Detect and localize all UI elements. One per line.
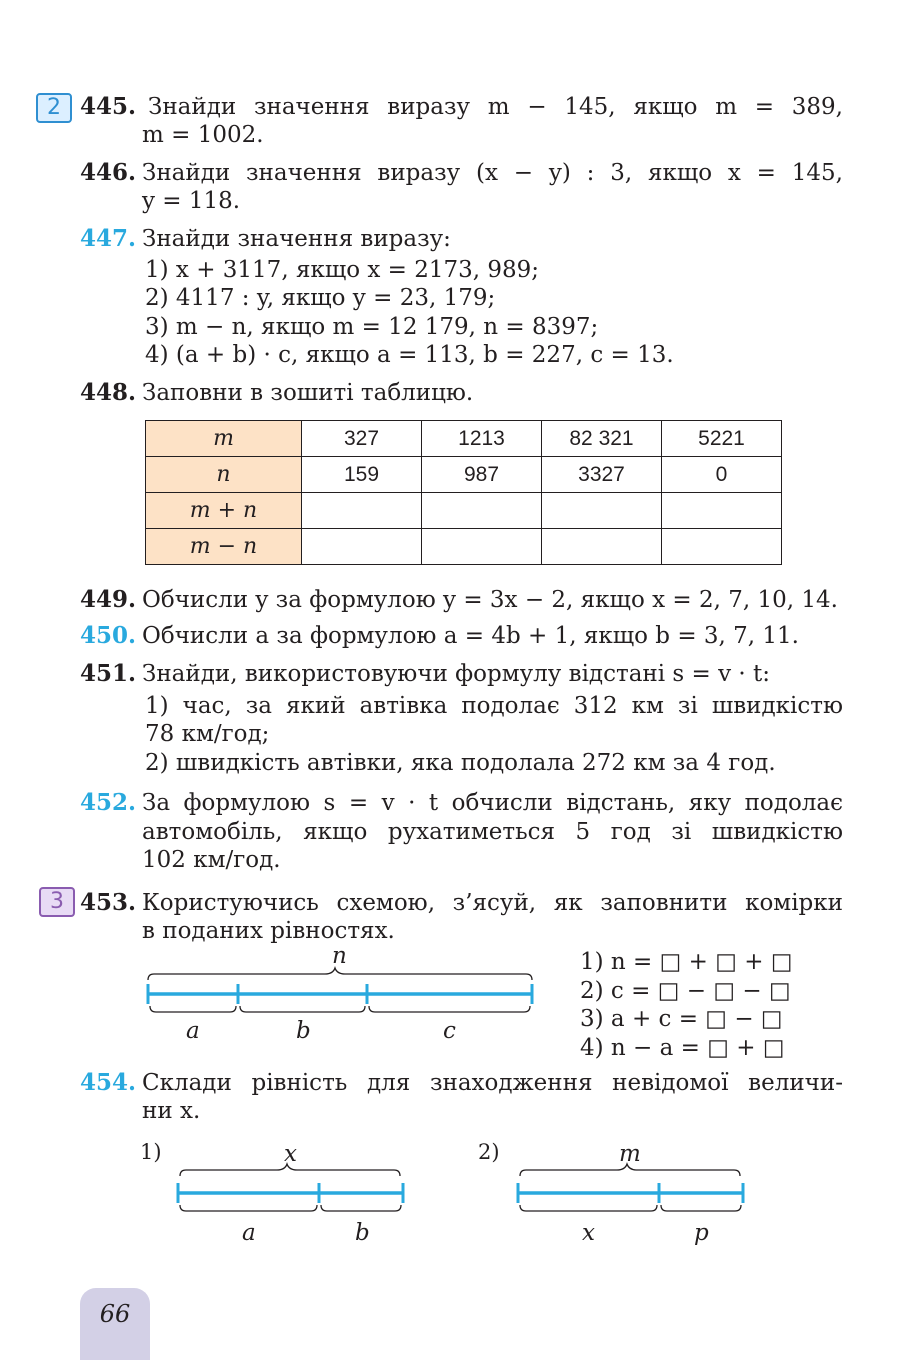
- table-cell: [302, 529, 422, 565]
- diagram-454-1-label-x: x: [284, 1141, 297, 1167]
- table-header-cell: m + n: [146, 493, 302, 529]
- problem-451-number: 451.: [80, 660, 137, 687]
- segment-diagram-454-1: [172, 1160, 412, 1220]
- table-cell: [542, 529, 662, 565]
- problem-446-line1: Знайди значення виразу (x − y) : 3, якщо x = 145,: [142, 160, 843, 186]
- level-3-badge: 3: [39, 887, 75, 917]
- diagram-453-label-n: n: [332, 943, 347, 969]
- table-cell: [662, 529, 782, 565]
- table-header-cell: n: [146, 457, 302, 493]
- diagram-454-2-label-p: p: [694, 1220, 709, 1246]
- problem-451-item1-line2: 78 км/год;: [145, 721, 270, 747]
- problem-453-line2: в поданих рівностях.: [142, 918, 395, 944]
- problem-450-number: 450.: [80, 622, 137, 649]
- values-table: [145, 420, 782, 565]
- table-cell: 82 321: [542, 421, 662, 457]
- diagram-454-2-label-x: x: [582, 1220, 595, 1246]
- table-cell: 5221: [662, 421, 782, 457]
- problem-447-item4: 4) (a + b) · c, якщо a = 113, b = 227, c = 13.: [145, 342, 674, 368]
- table-header-cell: m − n: [146, 529, 302, 565]
- table-cell: 3327: [542, 457, 662, 493]
- problem-452-line1: За формулою s = v · t обчисли відстань, яку подолає: [142, 790, 843, 816]
- table-cell: 0: [662, 457, 782, 493]
- table-header-cell: m: [146, 421, 302, 457]
- table-cell: [422, 529, 542, 565]
- problem-454-line2: ни x.: [142, 1098, 201, 1124]
- problem-452-number: 452.: [80, 789, 137, 816]
- table-cell: 159: [302, 457, 422, 493]
- table-cell: 327: [302, 421, 422, 457]
- problem-453-equation-4: 4) n − a = □ + □: [580, 1035, 785, 1061]
- problem-445-number: 445.: [80, 93, 137, 120]
- diagram-454-1-label-b: b: [355, 1220, 370, 1246]
- diagram-453-label-b: b: [296, 1018, 311, 1044]
- page-number-tab: [80, 1288, 150, 1360]
- problem-447-item3: 3) m − n, якщо m = 12 179, n = 8397;: [145, 314, 599, 340]
- problem-446-line2: y = 118.: [142, 188, 241, 214]
- page-number: 66: [99, 1300, 131, 1328]
- problem-451-item1-line1: 1) час, за який автівка подолає 312 км зі швидкістю: [145, 693, 843, 719]
- table-cell: [302, 493, 422, 529]
- table-row: [146, 493, 782, 529]
- problem-453-number: 453.: [80, 889, 137, 916]
- problem-454-number: 454.: [80, 1069, 137, 1096]
- table-row: [146, 421, 782, 457]
- table-cell: [542, 493, 662, 529]
- problem-453-equation-3: 3) a + c = □ − □: [580, 1006, 783, 1032]
- problem-446-number: 446.: [80, 159, 137, 186]
- level-2-badge: 2: [36, 93, 72, 123]
- problem-449-number: 449.: [80, 586, 137, 613]
- problem-448-number: 448.: [80, 379, 137, 406]
- diagram-453-label-c: c: [443, 1018, 456, 1044]
- problem-453-line1: Користуючись схемою, з’ясуй, як заповнити комірки: [142, 890, 843, 916]
- table-row: [146, 457, 782, 493]
- problem-452-line2: автомобіль, якщо рухатиметься 5 год зі швидкістю: [142, 819, 843, 845]
- problem-449-text: Обчисли y за формулою y = 3x − 2, якщо x = 2, 7, 10, 14.: [142, 587, 838, 613]
- problem-453-equation-1: 1) n = □ + □ + □: [580, 949, 793, 975]
- problem-447-item2: 2) 4117 : y, якщо y = 23, 179;: [145, 285, 496, 311]
- problem-448-text: Заповни в зошиті таблицю.: [142, 380, 474, 406]
- problem-450-text: Обчисли a за формулою a = 4b + 1, якщо b = 3, 7, 11.: [142, 623, 799, 649]
- table-cell: 1213: [422, 421, 542, 457]
- problem-447-intro: Знайди значення виразу:: [142, 226, 451, 252]
- table-cell: 987: [422, 457, 542, 493]
- problem-451-item2: 2) швидкість автівки, яка подолала 272 км за 4 год.: [145, 750, 776, 776]
- problem-447-number: 447.: [80, 225, 137, 252]
- problem-452-line3: 102 км/год.: [142, 847, 281, 873]
- table-cell: [422, 493, 542, 529]
- table-cell: [662, 493, 782, 529]
- segment-diagram-454-2: [512, 1160, 752, 1220]
- problem-445-line2: m = 1002.: [142, 122, 264, 148]
- diagram-454-1-label: 1): [140, 1140, 162, 1164]
- diagram-453-label-a: a: [186, 1018, 200, 1044]
- problem-447-item1: 1) x + 3117, якщо x = 2173, 989;: [145, 257, 540, 283]
- problem-454-line1: Склади рівність для знаходження невідомої величи-: [142, 1070, 843, 1096]
- diagram-454-2-label-m: m: [619, 1141, 641, 1167]
- diagram-454-1-label-a: a: [242, 1220, 256, 1246]
- problem-453-equation-2: 2) c = □ − □ − □: [580, 978, 791, 1004]
- diagram-454-2-label: 2): [478, 1140, 500, 1164]
- problem-445-line1: Знайди значення виразу m − 145, якщо m = 389,: [148, 94, 843, 120]
- problem-451-intro: Знайди, використовуючи формулу відстані s = v · t:: [142, 661, 771, 687]
- table-row: [146, 529, 782, 565]
